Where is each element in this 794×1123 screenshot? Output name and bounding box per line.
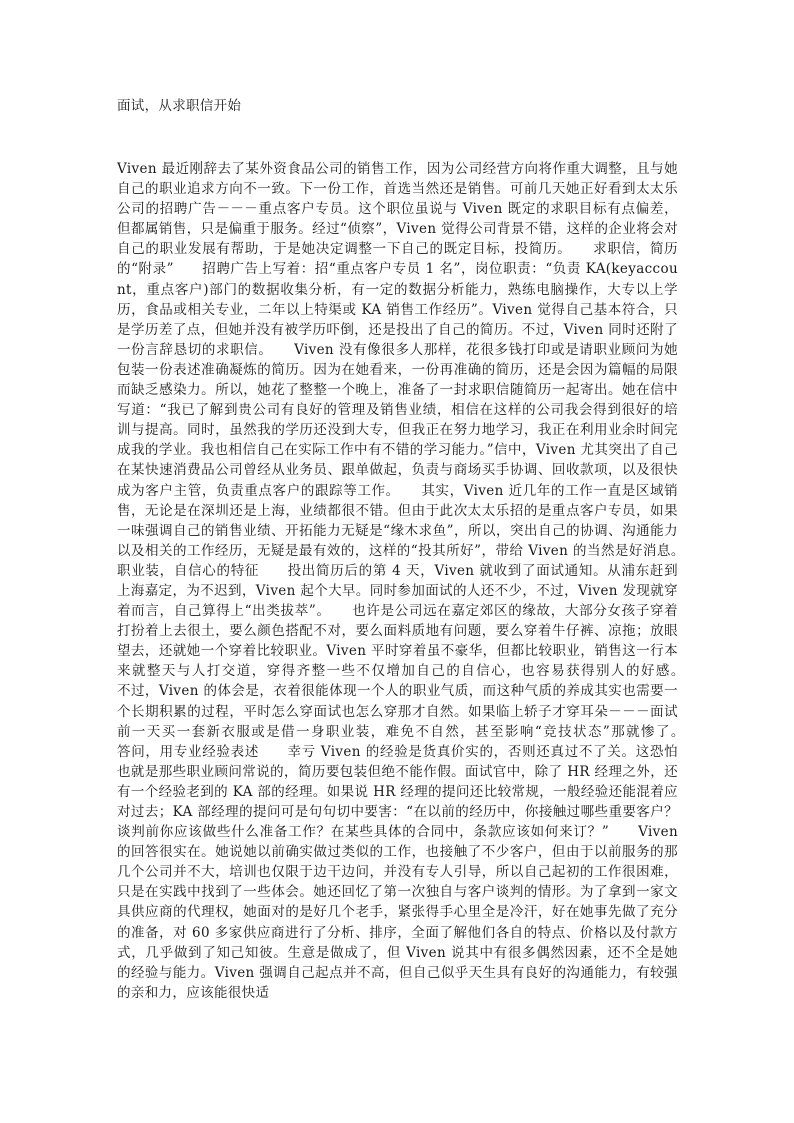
document-title: 面试，从求职信开始 [117,98,242,114]
document-body: Viven 最近刚辞去了某外资食品公司的销售工作，因为公司经营方向将作重大调整，且与她自己的职业追求方向不一致。下一份工作，首选当然还是销售。可前几天她正好看到太太乐公司的招聘广告－－－重点客户专员。这个职位虽说与 Viven 既定的求职目标有点偏差，但都属销售，只是偏重于服务。经过“侦察”，Viven 觉得公司背景不错，这样的企业将会对自己的职业发展有帮助，于是她决定调整一下自己的既定目标，投简历。 求职信，简历的“附录” 招聘广告上写着：招“重点客户专员 1 名”，岗位职责：“负责 KA(keyaccount，重点客户)部门的数据收集分析，有一定的数据分析能力，熟练电脑操作，大专以上学历，食品或相关专业，二年以上特渠或 KA 销售工作经历”。Viven 觉得自己基本符合，只是学历差了点，但她并没有被学历吓倒，还是投出了自己的简历。不过，Viven 同时还附了一份言辞恳切的求职信。 Viven 没有像很多人那样，花很多钱打印或是请职业顾问为她包装一份表述准确凝炼的简历。因为在她看来，一份再准确的简历，还是会因为篇幅的局限而缺乏感染力。所以，她花了整整一个晚上，准备了一封求职信随简历一起寄出。她在信中写道：“我已了解到贵公司有良好的管理及销售业绩，相信在这样的公司我会得到很好的培训与提高。同时，虽然我的学历还没到大专，但我正在努力地学习，我正在利用业余时间完成我的学业。我也相信自己在实际工作中有不错的学习能力。”信中，Viven 尤其突出了自己在某快速消费品公司曾经从业务员、跟单做起，负责与商场买手协调、回收款项，以及很快成为客户主管，负责重点客户的跟踪等工作。 其实，Viven 近几年的工作一直是区域销售，无论是在深圳还是上海，业绩都很不错。但由于此次太太乐招的是重点客户专员，如果一味强调自己的销售业绩、开拓能力无疑是“缘木求鱼”，所以，突出自己的协调、沟通能力以及相关的工作经历，无疑是最有效的，这样的“投其所好”，带给 Viven 的当然是好消息。 职业装，自信心的特征 投出简历后的第 4 天，Viven 就收到了面试通知。从浦东赶到上海嘉定，为不迟到，Viven 起个大早。同时参加面试的人还不少，不过，Viven 发现就穿着而言，自己算得上“出类拔萃”。 也许是公司远在嘉定郊区的缘故，大部分女孩子穿着打扮着上去很土，要么颜色搭配不对，要么面料质地有问题，要么穿着牛仔裤、凉拖；放眼望去，还就她一个穿着比较职业。Viven 平时穿着虽不豪华，但都比较职业，销售这一行本来就整天与人打交道，穿得齐整一些不仅增加自己的自信心，也容易获得别人的好感。 不过，Viven 的体会是，衣着很能体现一个人的职业气质，而这种气质的养成其实也需要一个长期积累的过程，平时怎么穿面试也怎么穿那才自然。如果临上轿子才穿耳朵－－－面试前一天买一套新衣服或是借一身职业装，难免不自然，甚至影响“竞技状态”那就惨了。 答问，用专业经验表述 幸亏 Viven 的经验是货真价实的，否则还真过不了关。这恐怕也就是那些职业顾问常说的，简历要包装但绝不能作假。面试官中，除了 HR 经理之外，还有一个经验老到的 KA 部的经理。如果说 HR 经理的提问还比较常规，一般经验还能混着应对过去；KA 部经理的提问可是句句切中要害：“在以前的经历中，你接触过哪些重要客户？ 谈判前你应该做些什么准备工作？在某些具体的合同中，条款应该如何来订？” Viven 的回答很实在。她说她以前确实做过类似的工作，也接触了不少客户，但由于以前服务的那几个公司并不大，培训也仅限于边干边问，并没有专人引导，所以自己起初的工作很困难，只是在实践中找到了一些体会。她还回忆了第一次独自与客户谈判的情形。为了拿到一家文具供应商的代理权，她面对的是好几个老手，紧张得手心里全是冷汗，好在她事先做了充分的准备，对 60 多家供应商进行了分析、排序，全面了解他们各自的特点、价格以及付款方式，几乎做到了知己知彼。生意是做成了，但 Viven 说其中有很多偶然因素，还不全是她的经验与能力。Viven 强调自己起点并不高，但自己似乎天生具有良好的沟通能力，有较强的亲和力，应该能很快适 [117,161,706,1001]
